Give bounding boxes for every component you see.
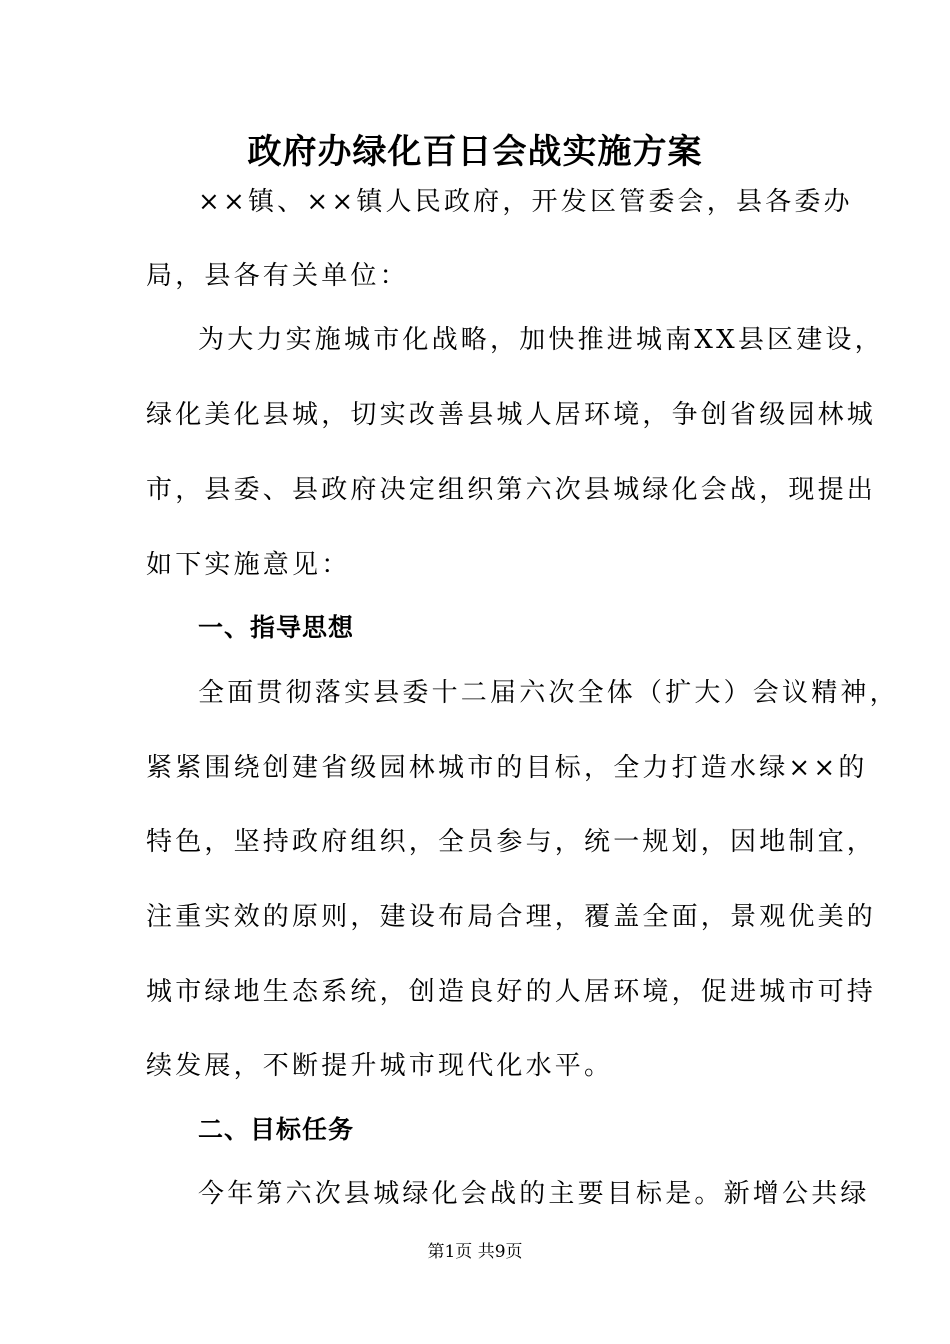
section-heading-goals-tasks: 二、目标任务	[198, 1115, 355, 1144]
section-heading-guiding-ideology: 一、指导思想	[198, 613, 355, 642]
paragraph-line: 紧紧围绕创建省级园林城市的目标，全力打造水绿××的	[146, 753, 868, 783]
paragraph-line: 特色，坚持政府组织，全员参与，统一规划，因地制宜，	[146, 827, 877, 857]
paragraph-line: 市，县委、县政府决定组织第六次县城绿化会战，现提出	[146, 475, 877, 505]
paragraph-line: 如下实施意见：	[146, 550, 351, 580]
page-footer: 第1页 共9页	[427, 1242, 523, 1262]
paragraph-line: 为大力实施城市化战略，加快推进城南XX县区建设，	[198, 325, 884, 355]
paragraph-line: ××镇、××镇人民政府，开发区管委会，县各委办	[198, 187, 853, 217]
paragraph-line: 注重实效的原则，建设布局合理，覆盖全面，景观优美的	[146, 902, 877, 932]
paragraph-line: 局，县各有关单位：	[146, 261, 409, 291]
document-title: 政府办绿化百日会战实施方案	[247, 132, 703, 172]
paragraph-line: 全面贯彻落实县委十二届六次全体（扩大）会议精神，	[198, 678, 899, 708]
paragraph-line: 城市绿地生态系统，创造良好的人居环境，促进城市可持	[146, 977, 877, 1007]
paragraph-line: 今年第六次县城绿化会战的主要目标是。新增公共绿	[198, 1179, 870, 1209]
paragraph-line: 续发展，不断提升城市现代化水平。	[146, 1051, 614, 1081]
paragraph-line: 绿化美化县城，切实改善县城人居环境，争创省级园林城	[146, 400, 877, 430]
